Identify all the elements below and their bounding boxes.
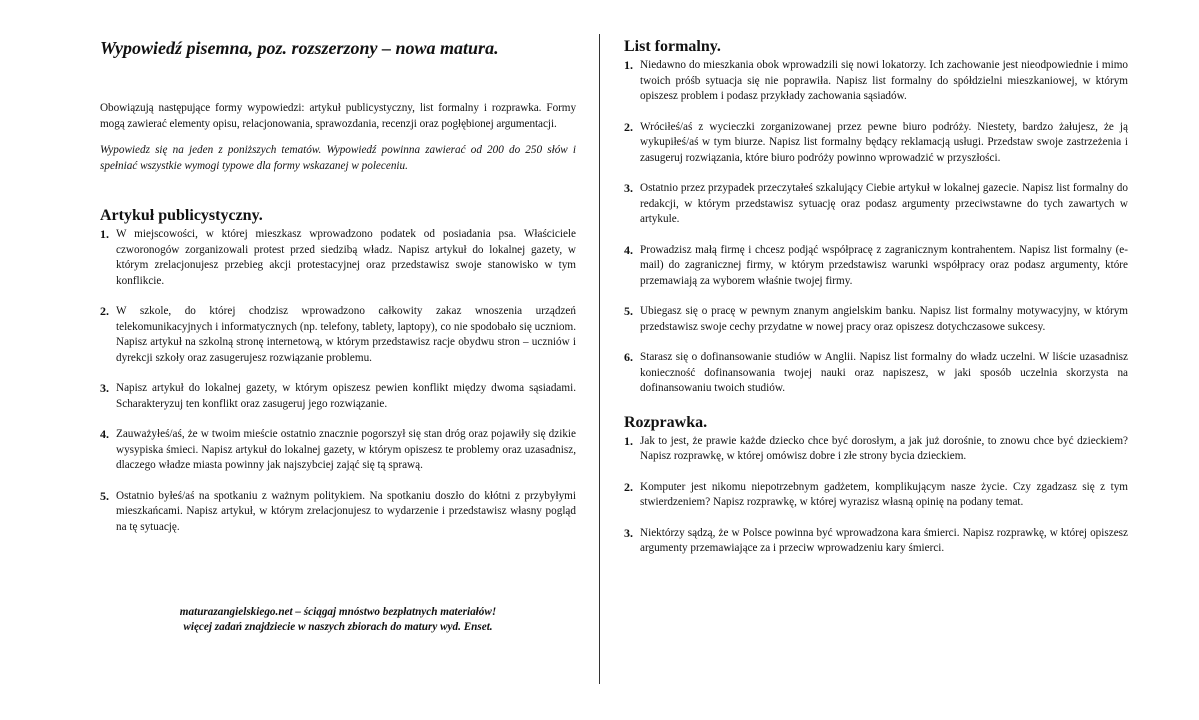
topic-item [624, 350, 1128, 397]
topic-text: Napisz artykuł do lokalnej gazety, w którym opiszesz pewien konflikt między dwoma sąsiadami. Scharakteryzuj ten konflikt oraz zasugeruj jego rozwiązanie. [116, 382, 576, 410]
topic-text: Jak to jest, że prawie każde dziecko chce być dorosłym, a jak już dorośnie, to znowu chce być dzieckiem? Napisz rozprawkę, w której omówisz dobre i złe strony bycia dzieckiem. [640, 434, 1128, 462]
topic-item [100, 489, 576, 536]
topic-number: 2. [100, 304, 109, 318]
topic-text: Komputer jest nikomu niepotrzebnym gadżetem, komplikującym nasze życie. Czy zgadzasz się z tym stwierdzeniem? Napisz rozprawkę, w której wyrazisz własną opinię na podany temat. [640, 480, 1128, 508]
topic-text: Niektórzy sądzą, że w Polsce powinna być wprowadzona kara śmierci. Napisz rozprawkę, w której opiszesz argumenty przemawiające za i przeciw wprowadzeniu kary śmierci. [640, 526, 1128, 554]
topic-number: 5. [624, 304, 633, 318]
artykul-topic-list [100, 227, 576, 535]
instruction-paragraph: Wypowiedz się na jeden z poniższych tematów. Wypowiedź powinna zawierać od 200 do 250 słów i spełniać wszystkie wymogi typowe dla formy wskazanej w poleceniu. [100, 144, 576, 172]
topic-number: 5. [100, 488, 109, 503]
page-title: Wypowiedź pisemna, poz. rozszerzony – nowa matura. [100, 38, 499, 58]
topic-item [624, 120, 1128, 167]
topic-number: 2. [624, 119, 633, 134]
topic-item [100, 381, 576, 412]
topic-item [624, 480, 1128, 511]
topic-number: 4. [100, 427, 109, 441]
topic-text: Starasz się o dofinansowanie studiów w Anglii. Napisz list formalny do władz uczelni. W liście uzasadnisz konieczność dofinansowania twojej nauki oraz napiszesz, w jaki sposób uczelnia skorzysta na dofinansowaniu twoich studiów. [640, 351, 1128, 394]
topic-text: Prowadzisz małą firmę i chcesz podjąć współpracę z zagranicznym kontrahentem. Napisz list formalny (e-mail) do zagranicznej firmy, w którym przedstawisz warunki współpracy oraz podasz argumenty, które przemawiają za wyborem właśnie twojej firmy. [640, 243, 1128, 287]
intro-paragraph: Obowiązują następujące formy wypowiedzi: artykuł publicystyczny, list formalny i rozprawka. Formy mogą zawierać elementy opisu, relacjonowania, sprawozdania, recenzji oraz pogłębionej argumentacji. [100, 102, 576, 130]
topic-text: Ostatnio przez przypadek przeczytałeś szkalujący Ciebie artykuł w lokalnej gazecie. Napisz list formalny do redakcji, w którym przedstawisz sytuację oraz podasz argumenty przeciwstawne do tych zawartych w artykule. [640, 182, 1128, 225]
section-heading-rozprawka: Rozprawka. [624, 413, 708, 431]
topic-text: Ubiegasz się o pracę w pewnym znanym angielskim banku. Napisz list formalny motywacyjny, w którym przedstawisz swoje cechy przydatne w nowej pracy oraz opiszesz dotychczasowe sukcesy. [640, 305, 1128, 333]
topic-text: W miejscowości, w której mieszkasz wprowadzono podatek od posiadania psa. Właściciele czworonogów zorganizowali protest przed siedzibą władz. Napisz artykuł do lokalnej gazety, w którym zrelacjonujesz przebieg akcji protestacyjnej oraz przedstawisz swoje stanowisko w tym konflikcie. [116, 228, 576, 287]
topic-number: 3. [624, 181, 633, 195]
topic-number: 1. [624, 433, 633, 448]
topic-number: 4. [624, 242, 633, 257]
left-column [100, 36, 576, 550]
topic-item [624, 434, 1128, 465]
topic-item [100, 427, 576, 474]
topic-text: Zauważyłeś/aś, że w twoim mieście ostatnio znacznie pogorszył się stan dróg oraz pojawiły się dzikie wysypiska śmieci. Napisz artykuł do lokalnej gazety, w którym opiszesz te problemy oraz uzasadnisz, dlaczego władze miasta powinny jak najszybciej zająć się tą sprawą. [116, 428, 576, 471]
topic-number: 1. [624, 58, 633, 72]
topic-item [100, 304, 576, 366]
topic-number: 3. [100, 381, 109, 395]
column-divider [599, 34, 600, 684]
topic-text: W szkole, do której chodzisz wprowadzono całkowity zakaz wnoszenia urządzeń telekomunikacyjnych i informatycznych (np. telefony, tablety, laptopy), co nie spodobało się uczniom. Napisz artykuł na szkolną stronę internetową, w którym przedstawisz racje obydwu stron – uczniów i dyrekcji szkoły oraz zasugerujesz rozwiązanie problemu. [116, 305, 576, 364]
topic-item [624, 304, 1128, 335]
topic-text: Wróciłeś/aś z wycieczki zorganizowanej przez pewne biuro podróży. Niestety, bardzo żałujesz, że ją wykupiłeś/aś w tym biurze. Napisz list formalny będący reklamacją usługi. Przedstaw swoje zastrzeżenia i zasugeruj rozwiązania, które biuro podróży powinno wprowadzić w przyszłości. [640, 120, 1128, 164]
topic-item [624, 243, 1128, 290]
topic-item [624, 58, 1128, 105]
topic-item [624, 526, 1128, 557]
topic-text: Ostatnio byłeś/aś na spotkaniu z ważnym politykiem. Na spotkaniu doszło do kłótni z przybyłymi mieszkańcami. Napisz artykuł, w którym zrelacjonujesz to wydarzenie i przedstawisz własny pogląd na tę sytuację. [116, 489, 576, 533]
topic-number: 6. [624, 350, 633, 364]
footer-line-2: więcej zadań znajdziecie w naszych zbiorach do matury wyd. Enset. [183, 621, 493, 633]
section-heading-list: List formalny. [624, 38, 721, 55]
topic-number: 3. [624, 525, 633, 540]
topic-item [624, 181, 1128, 228]
footer-note [100, 605, 576, 635]
right-column [624, 36, 1128, 572]
list-topic-list [624, 58, 1128, 397]
rozprawka-topic-list [624, 434, 1128, 557]
topic-number: 2. [624, 479, 633, 494]
topic-item [100, 227, 576, 289]
topic-text: Niedawno do mieszkania obok wprowadzili się nowi lokatorzy. Ich zachowanie jest nieodpowiednie i mimo twoich próśb sytuacja się nie poprawiła. Napisz list formalny do spółdzielni mieszkaniowej, w którym opiszesz problem i podasz przykłady zachowania sąsiadów. [640, 59, 1128, 102]
topic-number: 1. [100, 227, 109, 241]
footer-line-1: maturazangielskiego.net – ściągaj mnóstwo bezpłatnych materiałów! [179, 606, 497, 618]
section-heading-artykul: Artykuł publicystyczny. [100, 207, 263, 224]
